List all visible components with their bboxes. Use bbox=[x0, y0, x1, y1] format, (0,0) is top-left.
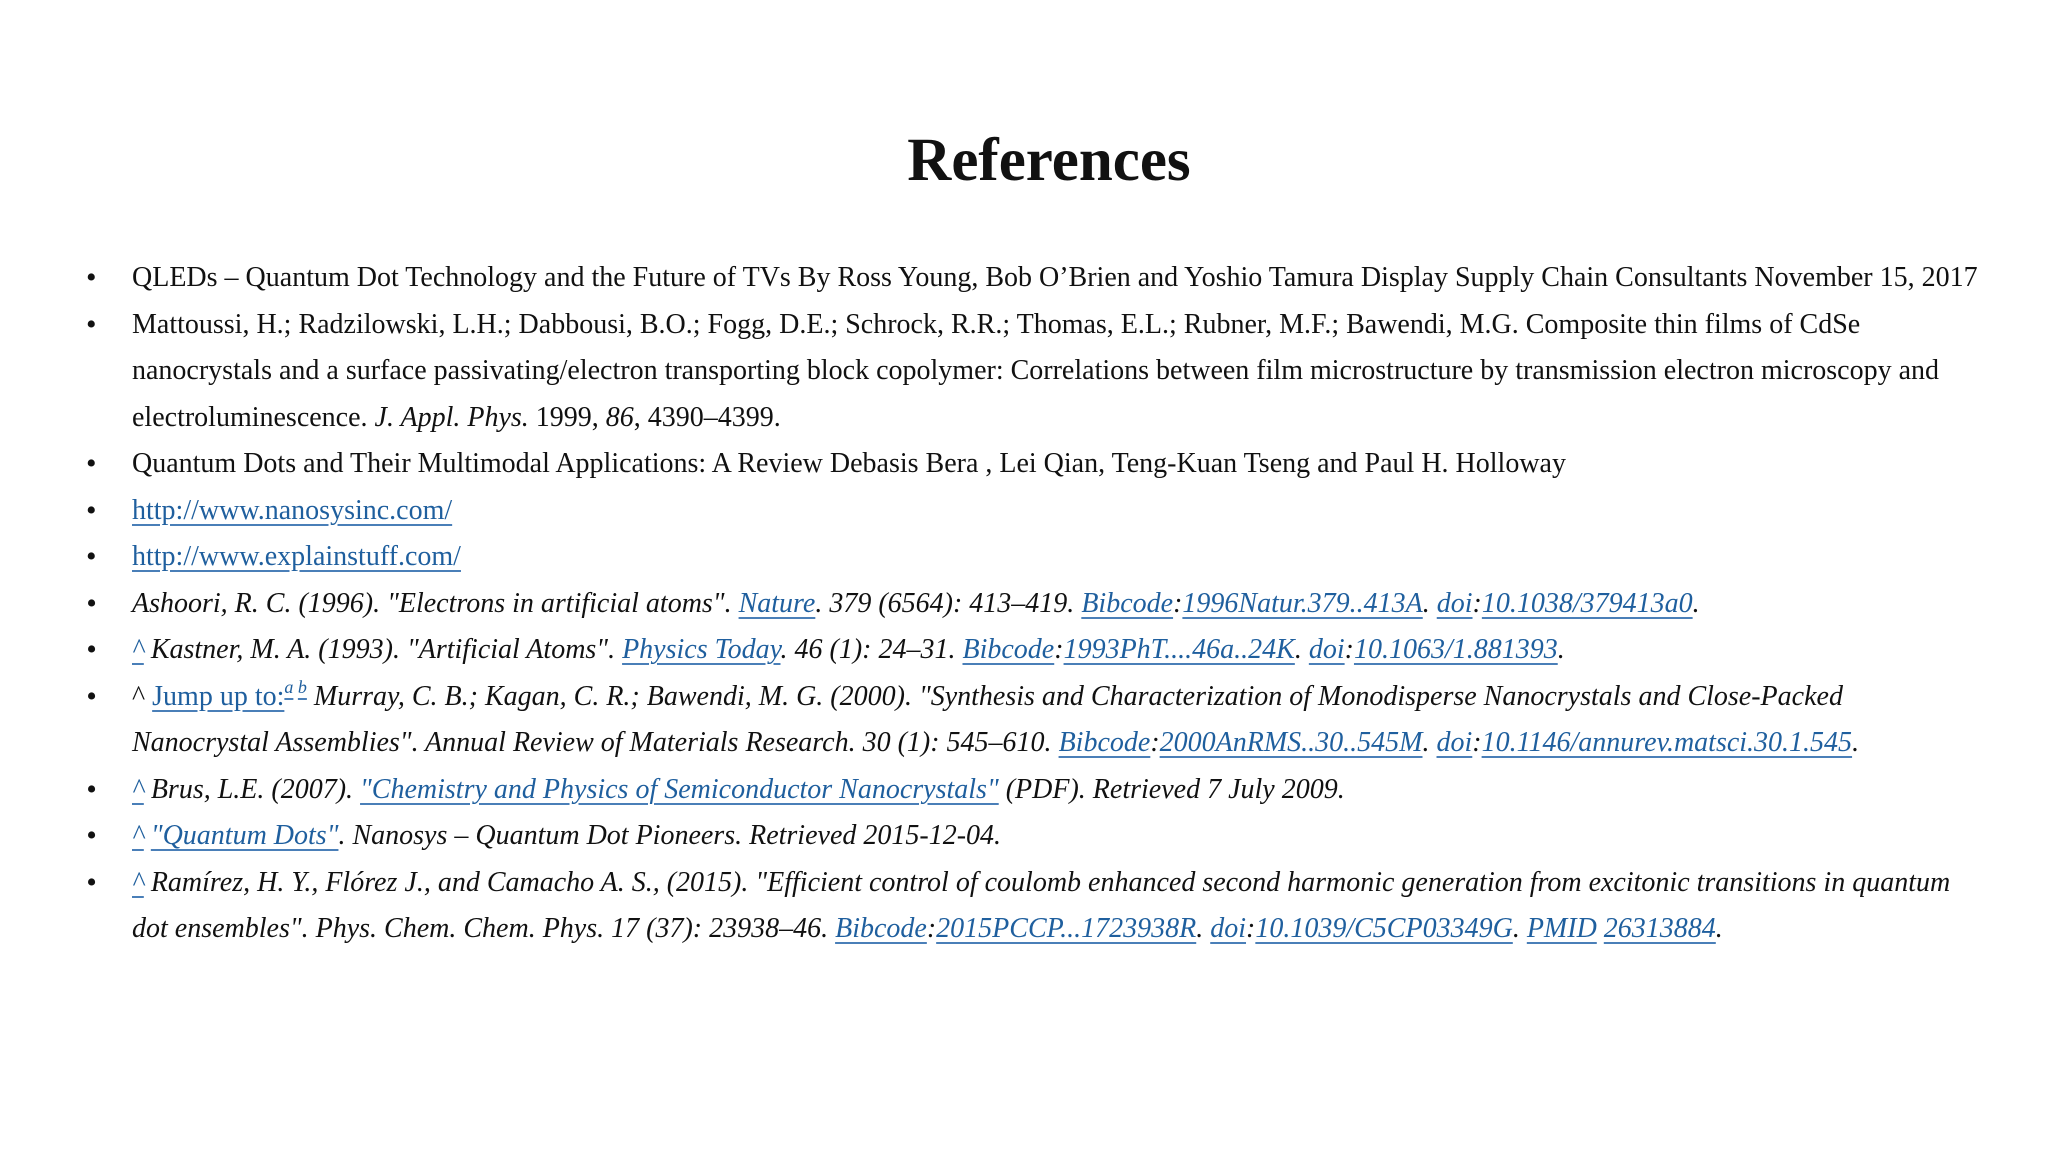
reference-text: Brus, L.E. (2007). bbox=[143, 773, 361, 805]
bullet-icon: • bbox=[86, 865, 97, 899]
reference-text: Kastner, M. A. (1993). "Artificial Atoms". bbox=[143, 634, 623, 665]
reference-text: Ramírez, H. Y., Flórez J., and Camacho A. S., (2015). "Efficient control of coulomb enhanced second harmonic generation from excitonic transitions in quantum dot ensembles". Phys. Chem. Chem. Phys. 17 (37): 23938–46. bbox=[132, 866, 1951, 944]
doi-value-link[interactable]: 10.1063/1.881393 bbox=[1353, 634, 1558, 665]
doi-link[interactable]: doi bbox=[1436, 587, 1473, 619]
bullet-icon: • bbox=[86, 633, 97, 666]
separator: . bbox=[1422, 587, 1437, 619]
list-item bbox=[86, 441, 1986, 488]
bibcode-value-link[interactable]: 1993PhT....46a..24K bbox=[1063, 634, 1295, 665]
nanosys-link[interactable]: http://www.nanosysinc.com/ bbox=[132, 494, 453, 526]
bullet-icon: • bbox=[86, 679, 97, 713]
reference-text: , 4390–4399. bbox=[633, 401, 781, 433]
reference-text: Quantum Dots and Their Multimodal Applications: A Review Debasis Bera , Lei Qian, Teng-Kuan Tseng and Paul H. Holloway bbox=[132, 448, 1566, 479]
separator bbox=[144, 820, 151, 851]
page-title: References bbox=[907, 127, 1191, 194]
list-item bbox=[86, 767, 1986, 814]
separator: : bbox=[1246, 913, 1256, 944]
list-item bbox=[86, 534, 1986, 581]
separator: : bbox=[1472, 727, 1482, 758]
separator: : bbox=[1150, 727, 1160, 758]
separator: : bbox=[1173, 587, 1183, 619]
caret-link[interactable]: ^ bbox=[132, 634, 144, 665]
reference-text: . Nanosys – Quantum Dot Pioneers. Retrieved 2015-12-04. bbox=[338, 820, 1002, 851]
bullet-icon: • bbox=[86, 493, 97, 527]
jump-a-link[interactable]: a bbox=[284, 676, 294, 697]
bullet-icon: • bbox=[86, 447, 97, 480]
pmid-value-link[interactable]: 26313884 bbox=[1603, 913, 1716, 944]
bibcode-link[interactable]: Bibcode bbox=[1058, 727, 1151, 758]
list-item bbox=[86, 674, 1986, 767]
separator: . bbox=[1692, 587, 1700, 619]
reference-text: QLEDs – Quantum Dot Technology and the Future of TVs By Ross Young, Bob O’Brien and Yoshio Tamura Display Supply Chain Consultants November 15, 2017 bbox=[132, 262, 1978, 293]
explainstuff-link[interactable]: http://www.explainstuff.com/ bbox=[132, 541, 461, 572]
bullet-icon: • bbox=[86, 261, 97, 294]
reference-text: (PDF). Retrieved 7 July 2009. bbox=[998, 773, 1345, 805]
bibcode-value-link[interactable]: 2015PCCP...1723938R bbox=[936, 913, 1197, 944]
list-item bbox=[86, 581, 1986, 628]
doi-link[interactable]: doi bbox=[1308, 634, 1345, 665]
bibcode-value-link[interactable]: 2000AnRMS..30..545M bbox=[1159, 727, 1423, 758]
doi-link[interactable]: doi bbox=[1436, 727, 1473, 758]
caret-text: ^ bbox=[132, 680, 153, 712]
bibcode-link[interactable]: Bibcode bbox=[835, 913, 927, 944]
reference-text: . 46 (1): 24–31. bbox=[780, 634, 963, 665]
caret-link[interactable]: ^ bbox=[132, 773, 144, 805]
bullet-icon: • bbox=[86, 819, 97, 852]
doi-value-link[interactable]: 10.1039/C5CP03349G bbox=[1255, 913, 1513, 944]
title-link[interactable]: "Chemistry and Physics of Semiconductor Nanocrystals" bbox=[360, 773, 999, 805]
separator: . bbox=[1557, 634, 1565, 665]
separator: : bbox=[926, 913, 937, 944]
list-item bbox=[86, 302, 1986, 442]
jump-b-link[interactable]: b bbox=[297, 676, 307, 697]
bullet-icon: • bbox=[86, 540, 97, 573]
separator: . bbox=[1715, 913, 1723, 944]
reference-text: . 379 (6564): 413–419. bbox=[815, 587, 1082, 619]
caret-link[interactable]: ^ bbox=[132, 866, 144, 898]
journal-name: J. Appl. Phys. bbox=[374, 401, 529, 433]
bullet-icon: • bbox=[86, 586, 97, 620]
volume-number: 86 bbox=[605, 401, 634, 433]
separator bbox=[1597, 913, 1604, 944]
caret-link[interactable]: ^ bbox=[132, 820, 144, 851]
separator: : bbox=[1054, 634, 1064, 665]
reference-text: 1999, bbox=[528, 401, 606, 433]
separator: : bbox=[1472, 587, 1482, 619]
journal-link[interactable]: Nature bbox=[738, 587, 816, 619]
jump-up-link[interactable]: Jump up to: bbox=[152, 680, 285, 712]
journal-link[interactable]: Physics Today bbox=[622, 634, 781, 665]
list-item bbox=[86, 627, 1986, 674]
separator: : bbox=[1344, 634, 1354, 665]
title-link[interactable]: "Quantum Dots" bbox=[150, 820, 339, 851]
bibcode-value-link[interactable]: 1996Natur.379..413A bbox=[1182, 587, 1423, 619]
doi-value-link[interactable]: 10.1146/annurev.matsci.30.1.545 bbox=[1481, 727, 1853, 758]
list-item bbox=[86, 813, 1986, 860]
bullet-icon: • bbox=[86, 307, 97, 341]
reference-text: Mattoussi, H.; Radzilowski, L.H.; Dabbousi, B.O.; Fogg, D.E.; Schrock, R.R.; Thomas, E.L.; Rubner, M.F.; Bawendi, M.G. Composite thin films of CdSe nanocrystals and a surface passivating/electron transporting block copolymer: Correlations between film microstructure by transmission electron microscopy and electroluminescence. bbox=[132, 308, 1940, 433]
list-item bbox=[86, 860, 1986, 953]
reference-list bbox=[86, 255, 1986, 953]
separator: . bbox=[1852, 727, 1860, 758]
separator: . bbox=[1294, 634, 1309, 665]
separator: . bbox=[1422, 727, 1437, 758]
list-item bbox=[86, 488, 1986, 535]
separator: . bbox=[1196, 913, 1211, 944]
bullet-icon: • bbox=[86, 772, 97, 806]
pmid-link[interactable]: PMID bbox=[1526, 913, 1597, 944]
doi-link[interactable]: doi bbox=[1210, 913, 1247, 944]
bibcode-link[interactable]: Bibcode bbox=[962, 634, 1055, 665]
reference-text: Murray, C. B.; Kagan, C. R.; Bawendi, M. G. (2000). "Synthesis and Characterization of Monodisperse Nanocrystals and Close-Packed Nanocrystal Assemblies". Annual Review of Materials Research. 30 (1): 545–610. bbox=[132, 680, 1843, 758]
separator: . bbox=[1512, 913, 1527, 944]
reference-text: Ashoori, R. C. (1996). "Electrons in artificial atoms". bbox=[132, 587, 739, 619]
doi-value-link[interactable]: 10.1038/379413a0 bbox=[1481, 587, 1693, 619]
list-item bbox=[86, 255, 1986, 302]
bibcode-link[interactable]: Bibcode bbox=[1081, 587, 1174, 619]
